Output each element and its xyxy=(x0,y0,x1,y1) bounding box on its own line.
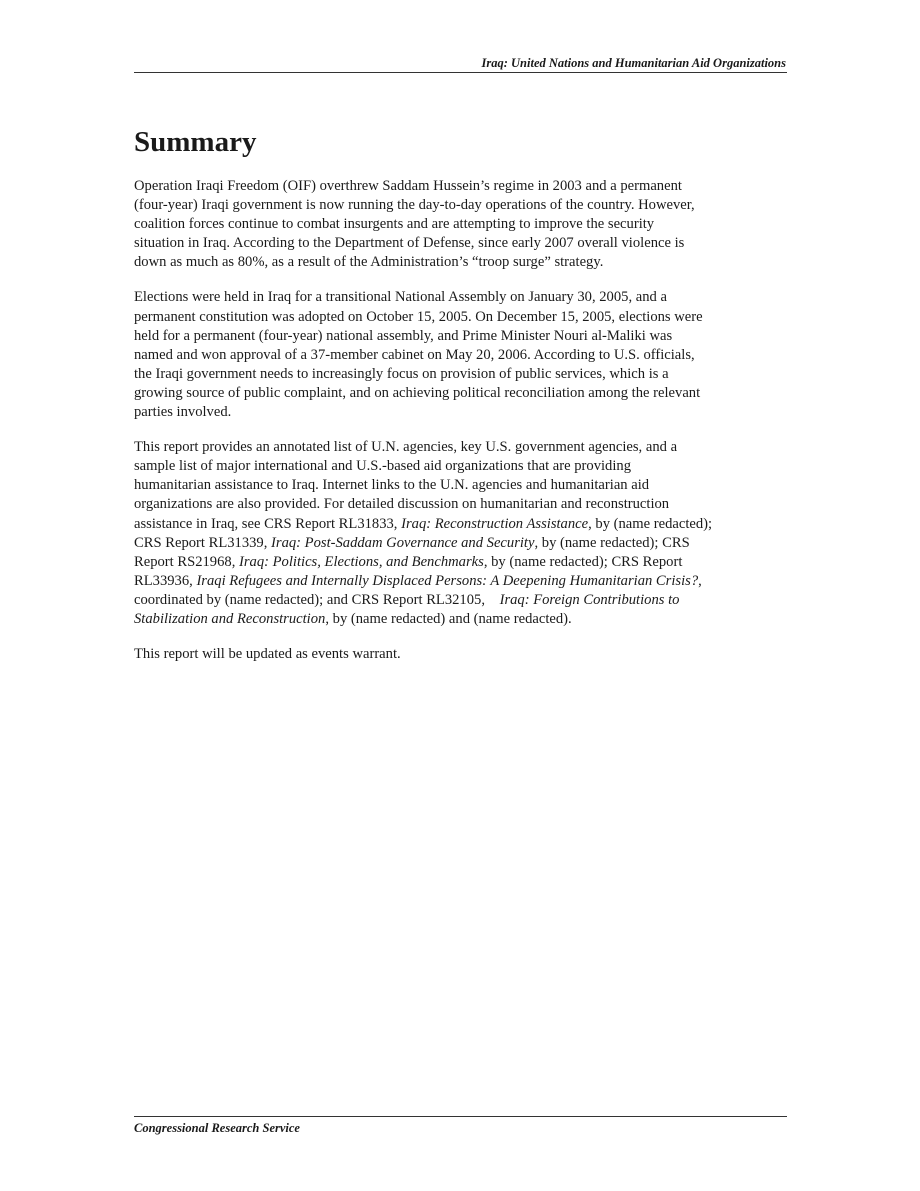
text-line: coalition forces continue to combat insurgents and are attempting to improve the security xyxy=(134,216,655,233)
report-title-italic: Iraq: Reconstruction Assistance xyxy=(401,515,589,532)
running-header-title: Iraq: United Nations and Humanitarian Aid Organizations xyxy=(481,56,786,70)
text-line: (four-year) Iraqi government is now running the day-to-day operations of the country. However, xyxy=(134,197,695,214)
header-rule xyxy=(134,72,787,73)
footer-rule xyxy=(134,1116,787,1117)
text-run: assistance in Iraq, see CRS Report RL31833, xyxy=(134,515,402,532)
report-title-italic: Iraq: Politics, Elections, and Benchmarks xyxy=(239,553,484,570)
report-title-italic: Stabilization and Reconstruction xyxy=(134,610,326,627)
text-line: named and won approval of a 37-member cabinet on May 20, 2006. According to U.S. officials, xyxy=(134,346,695,363)
report-title-italic: Iraq: Post-Saddam Governance and Security xyxy=(271,534,535,551)
text-line xyxy=(134,515,794,534)
text-line: sample list of major international and U.S.-based aid organizations that are providing xyxy=(134,458,632,475)
text-line xyxy=(134,591,794,610)
text-line xyxy=(134,610,794,629)
text-run: , xyxy=(698,572,702,589)
report-title-italic: Iraq: Foreign Contributions to xyxy=(499,591,680,608)
text-line xyxy=(134,572,794,591)
text-line: This report will be updated as events warrant. xyxy=(134,646,401,663)
text-run: Report RS21968, xyxy=(134,553,239,570)
paragraph-2 xyxy=(134,288,794,422)
text-run: , by (name redacted) and (name redacted). xyxy=(325,610,572,627)
text-line: growing source of public complaint, and on achieving political reconciliation among the relevant xyxy=(134,384,701,401)
text-run: coordinated by (name redacted); and CRS Report RL32105, xyxy=(134,591,500,608)
text-run: CRS Report RL31339, xyxy=(134,534,272,551)
text-line: situation in Iraq. According to the Department of Defense, since early 2007 overall violence is xyxy=(134,235,685,252)
report-title-italic: Iraqi Refugees and Internally Displaced Persons: A Deepening Humanitarian Crisis? xyxy=(196,572,699,589)
text-line xyxy=(134,553,794,572)
text-run: , by (name redacted); xyxy=(588,515,713,532)
text-line: held for a permanent (four-year) national assembly, and Prime Minister Nouri al-Maliki was xyxy=(134,327,673,344)
text-line: This report provides an annotated list of U.N. agencies, key U.S. government agencies, and a xyxy=(134,439,678,456)
paragraph-3 xyxy=(134,438,794,629)
text-line xyxy=(134,534,794,553)
text-line: Operation Iraqi Freedom (OIF) overthrew Saddam Hussein’s regime in 2003 and a permanent xyxy=(134,178,682,194)
text-line: down as much as 80%, as a result of the Administration’s “troop surge” strategy. xyxy=(134,254,604,271)
summary-body xyxy=(134,177,794,680)
text-line: Elections were held in Iraq for a transitional National Assembly on January 30, 2005, and a xyxy=(134,289,667,306)
text-line: permanent constitution was adopted on October 15, 2005. On December 15, 2005, elections were xyxy=(134,308,703,325)
text-line: parties involved. xyxy=(134,404,232,421)
text-run: , by (name redacted); CRS Report xyxy=(483,553,683,570)
text-run: , by (name redacted); CRS xyxy=(534,534,690,551)
page-title: Summary xyxy=(134,126,257,158)
text-line: the Iraqi government needs to increasingly focus on provision of public services, which is a xyxy=(134,365,669,382)
running-footer-publisher: Congressional Research Service xyxy=(134,1121,300,1135)
text-line: humanitarian assistance to Iraq. Internet links to the U.N. agencies and humanitarian aid xyxy=(134,477,650,494)
text-run: RL33936, xyxy=(134,572,197,589)
text-line: organizations are also provided. For detailed discussion on humanitarian and reconstruction xyxy=(134,496,670,513)
paragraph-4 xyxy=(134,645,794,664)
paragraph-1 xyxy=(134,177,794,272)
